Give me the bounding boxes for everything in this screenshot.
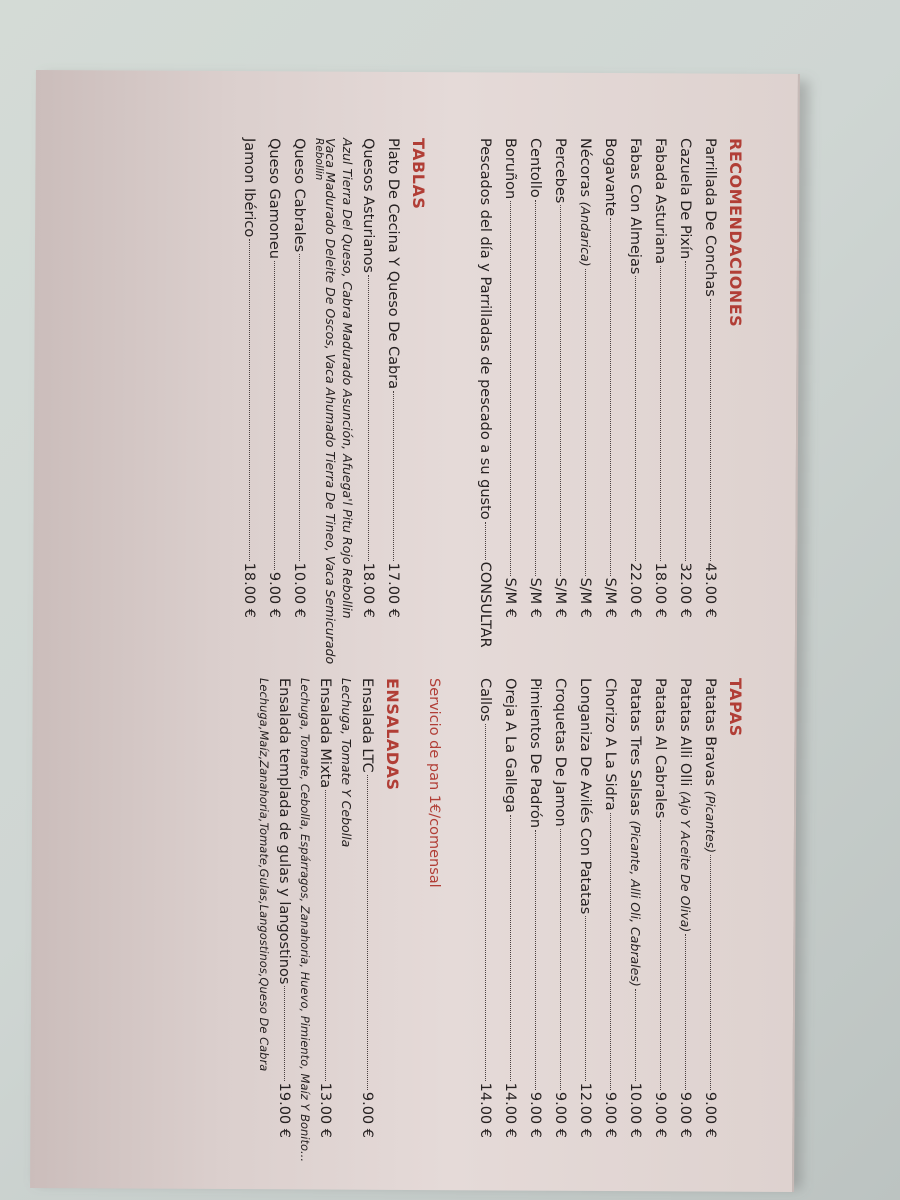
menu-item: Patatas Alli Olli (Ajo Y Aceite De Oliva) 9.00 € bbox=[677, 678, 693, 1138]
menu-item: Ensalada templada de gulas y langostinos 19.00 € bbox=[276, 678, 292, 1138]
menu-item: Queso Cabrales 10.00 € bbox=[291, 138, 307, 618]
menu-item: Patatas Tres Salsas (Picante, Alli Oli, Cabrales) 10.00 € bbox=[627, 678, 643, 1138]
menu-item: Fabada Asturiana 18.00 € bbox=[652, 138, 668, 618]
menu-content bbox=[45, 78, 785, 1178]
right-column bbox=[251, 678, 745, 1162]
menu-item: Centollo S/M € bbox=[527, 138, 543, 618]
item-description: Lechuga,Maíz,Zanahoria,Tomate,Gulas,Langostinos,Queso De Cabra bbox=[257, 678, 271, 1072]
menu-item: Oreja A La Gallega 14.00 € bbox=[502, 678, 518, 1138]
tablas-title: TABLAS bbox=[409, 138, 428, 210]
menu-item: Callos 14.00 € bbox=[477, 678, 493, 1138]
menu-item: Queso Gamoneu 9.00 € bbox=[266, 138, 282, 618]
menu-item: Quesos Asturianos 18.00 € bbox=[360, 138, 376, 618]
item-description: Lechuga, Tomate Y Cebolla bbox=[339, 678, 354, 848]
menu-item: Bogavante S/M € bbox=[602, 138, 618, 618]
left-column bbox=[232, 138, 745, 665]
menu-item: Pescados del día y Parrilladas de pescado a su gusto CONSULTAR bbox=[477, 138, 493, 648]
recomendaciones-title: RECOMENDACIONES bbox=[726, 138, 745, 328]
menu-item: Fabas Con Almejas 22.00 € bbox=[627, 138, 643, 618]
menu-item: Nécoras (Andarica) S/M € bbox=[577, 138, 593, 618]
menu-item: Boruñon S/M € bbox=[502, 138, 518, 618]
menu-item: Percebes S/M € bbox=[552, 138, 568, 618]
menu-item: Pimientos De Padrón 9.00 € bbox=[527, 678, 543, 1138]
menu-item: Ensalada Mixta 13.00 € bbox=[317, 678, 333, 1138]
tapas-title: TAPAS bbox=[726, 678, 745, 737]
menu-item: Jamon Ibérico 18.00 € bbox=[241, 138, 257, 618]
quesos-description: Azul Tierra Del Queso, Cabra Madurado Asunción, Afuega'l Pitu Rojo Rebollin bbox=[340, 138, 355, 619]
menu-item: Longaniza De Avilés Con Patatas 12.00 € bbox=[577, 678, 593, 1138]
ensaladas-title: ENSALADAS bbox=[383, 678, 402, 791]
menu-item: Croquetas De Jamon 9.00 € bbox=[552, 678, 568, 1138]
menu-item: Patatas Bravas (Picantes) 9.00 € bbox=[702, 678, 718, 1138]
menu-item: Plato De Cecina Y Queso De Cabra 17.00 € bbox=[385, 138, 401, 618]
menu-item: Patatas Al Cabrales 9.00 € bbox=[652, 678, 668, 1138]
quesos-description: Rebollin bbox=[313, 138, 325, 181]
menu-item: Parrillada De Conchas 43.00 € bbox=[702, 138, 718, 618]
item-description: Lechuga, Tomate, Cebolla, Espárragos, Zanahoria, Huevo, Pimiento, Maíz Y Bonito... bbox=[298, 678, 312, 1162]
menu-item: Ensalada LTC 9.00 € bbox=[359, 678, 375, 1138]
bread-service-note: Servicio de pan 1€/comensal bbox=[426, 678, 442, 888]
menu-item: Chorizo A La Sidra 9.00 € bbox=[602, 678, 618, 1138]
menu-item: Cazuela De Pixín 32.00 € bbox=[677, 138, 693, 618]
quesos-description: Vaca Madurado Deleite De Oscos, Vaca Ahumado Tierra De Tineo, Vaca Semicurado bbox=[323, 138, 338, 665]
